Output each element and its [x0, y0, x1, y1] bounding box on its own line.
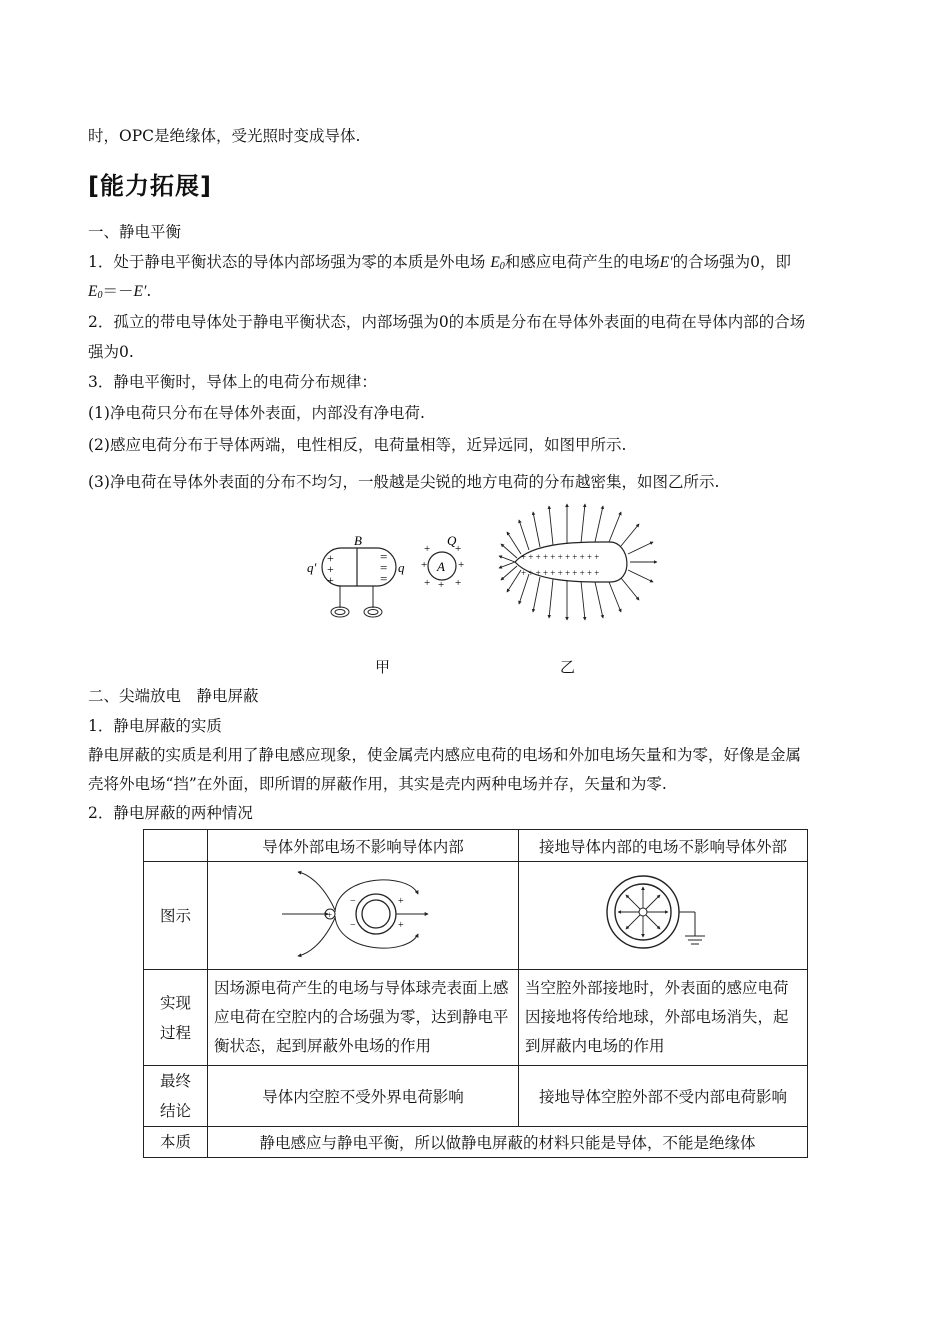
caption-jia: 甲	[375, 658, 391, 676]
process-col2: 当空腔外部接地时，外表面的感应电荷因接地将传给地球，外部电场消失，起到屏蔽内电场的作用	[519, 970, 808, 1066]
text-run: ＝－	[102, 282, 134, 300]
label-A: A	[437, 559, 445, 574]
svg-text:+ + + + + + + + + + +: + + + + + + + + + + +	[521, 552, 600, 562]
section-heading: [能力拓展]	[88, 172, 212, 200]
row-label-essence: 本质	[144, 1127, 208, 1158]
part1-sub1: (1)净电荷只分布在导体外表面，内部没有净电荷.	[88, 404, 425, 422]
conclusion-col2: 接地导体空腔外部不受内部电荷影响	[519, 1066, 808, 1127]
part1-item1-line2	[88, 281, 151, 306]
label-q: q	[398, 560, 405, 575]
table-row	[144, 1127, 808, 1158]
part2-item1: 1．静电屏蔽的实质	[88, 717, 222, 735]
svg-text:−: −	[350, 919, 356, 931]
essence-cell: 静电感应与静电平衡，所以做静电屏蔽的材料只能是导体，不能是绝缘体	[208, 1127, 808, 1158]
svg-text:+: +	[455, 543, 462, 555]
label-line: 过程	[159, 1023, 191, 1042]
row-label-figure: 图示	[144, 862, 208, 970]
svg-text:+: +	[398, 895, 404, 907]
svg-text:+: +	[327, 562, 334, 576]
shielding-table	[143, 829, 808, 1158]
table-row	[144, 970, 808, 1066]
symbol-Eprime: E′	[659, 254, 673, 271]
label-line: 最终	[159, 1072, 191, 1090]
label-line: 结论	[159, 1102, 191, 1120]
svg-text:=: =	[380, 571, 388, 586]
svg-text:+: +	[424, 577, 431, 589]
col1-header: 导体外部电场不影响导体内部	[208, 830, 519, 862]
part1-title: 一、静电平衡	[88, 223, 182, 241]
table-row	[144, 830, 808, 862]
svg-text:+: +	[458, 559, 465, 571]
col2-header: 接地导体内部的电场不影响导体外部	[519, 830, 808, 862]
part2-title: 二、尖端放电 静电屏蔽	[88, 687, 259, 705]
svg-text:+: +	[424, 543, 431, 555]
row-label-process	[144, 970, 208, 1066]
svg-text:+: +	[421, 559, 428, 571]
symbol-E0: $E_0$	[490, 254, 505, 272]
figure-yi	[495, 500, 665, 630]
label-Q: Q	[447, 533, 457, 548]
svg-text:+: +	[327, 573, 334, 587]
label-q-prime: q′	[307, 560, 317, 575]
external-field-diagram	[278, 864, 448, 964]
figure-cell-external	[208, 862, 519, 970]
symbol-Eprime: E′	[133, 283, 147, 300]
figure-cell-grounded	[519, 862, 808, 970]
table-corner-cell	[144, 830, 208, 862]
text-run: 1．处于静电平衡状态的导体内部场强为零的本质是外电场	[88, 253, 486, 271]
text-run: .	[146, 282, 152, 300]
svg-text:+ + + + + + + + + + +: + + + + + + + + + + +	[521, 568, 600, 578]
svg-text:+: +	[438, 579, 445, 591]
label-line: 实现	[159, 993, 191, 1012]
part1-sub3: (3)净电荷在导体外表面的分布不均匀，一般越是尖锐的地方电荷的分布越密集，如图乙所示.	[88, 473, 720, 491]
svg-text:+: +	[327, 551, 334, 565]
text-run: 和感应电荷产生的电场	[504, 253, 660, 271]
label-B: B	[354, 533, 362, 548]
svg-text:−: −	[350, 895, 356, 907]
part2-item2: 2．静电屏蔽的两种情况	[88, 804, 253, 822]
process-col1: 因场源电荷产生的电场与导体球壳表面上感应电荷在空腔内的合场强为零，达到静电平衡状态，起到屏蔽外电场的作用	[208, 970, 519, 1066]
svg-text:+: +	[398, 919, 404, 931]
part1-item1-line1	[88, 252, 791, 277]
part1-item3: 3．静电平衡时，导体上的电荷分布规律：	[88, 373, 377, 391]
figure-jia	[300, 530, 480, 625]
part1-item2-line2: 强为0.	[88, 343, 134, 361]
caption-yi: 乙	[560, 658, 576, 676]
row-label-conclusion	[144, 1066, 208, 1127]
part1-sub2: (2)感应电荷分布于导体两端，电性相反，电荷量相等，近异远同，如图甲所示.	[88, 436, 627, 454]
svg-text:=: =	[380, 549, 388, 564]
table-row	[144, 1066, 808, 1127]
svg-text:+: +	[327, 909, 333, 920]
part1-item2-line1: 2．孤立的带电导体处于静电平衡状态，内部场强为0的本质是分布在导体外表面的电荷在导体内部的合场	[88, 313, 806, 331]
table-row	[144, 862, 808, 970]
svg-text:=: =	[380, 560, 388, 575]
intro-line: 时，OPC是绝缘体，受光照时变成导体.	[88, 127, 361, 145]
conclusion-col1: 导体内空腔不受外界电荷影响	[208, 1066, 519, 1127]
grounded-shell-diagram	[593, 864, 733, 964]
part2-para-line2: 壳将外电场“挡”在外面，即所谓的屏蔽作用，其实是壳内两种电场并存，矢量和为零.	[88, 775, 667, 793]
svg-text:+: +	[455, 577, 462, 589]
part2-para-line1: 静电屏蔽的实质是利用了静电感应现象，使金属壳内感应电荷的电场和外加电场矢量和为零，好像是金属	[88, 746, 802, 764]
text-run: 的合场强为0，即	[672, 253, 792, 271]
symbol-E0: $E_0$	[88, 283, 103, 301]
